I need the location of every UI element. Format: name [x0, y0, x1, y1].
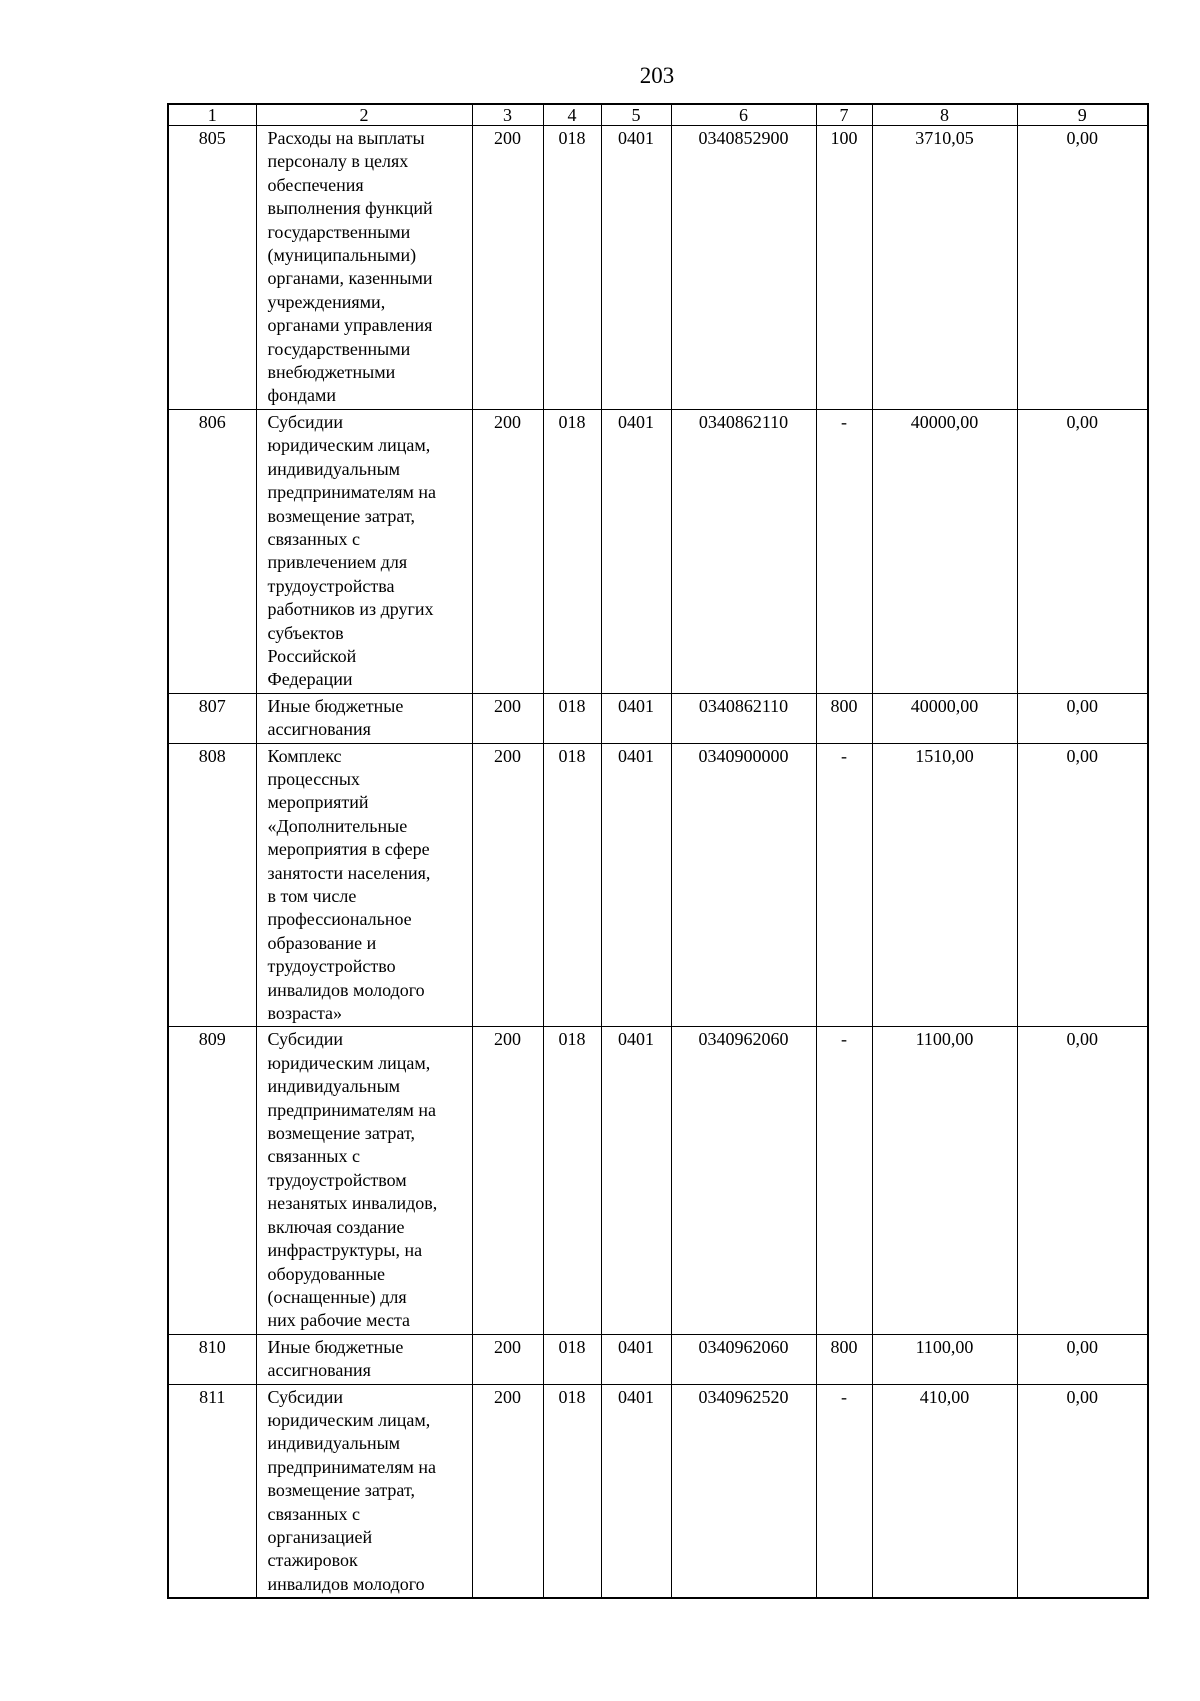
cell-col6: 0340962060 [671, 1027, 816, 1334]
row-code: 807 [168, 693, 256, 743]
cell-col8: 3710,05 [872, 126, 1017, 410]
row-code: 805 [168, 126, 256, 410]
cell-col6: 0340852900 [671, 126, 816, 410]
column-header-6: 6 [671, 104, 816, 126]
cell-col9: 0,00 [1017, 1334, 1148, 1384]
table-row [168, 693, 1148, 743]
cell-col3: 200 [472, 409, 543, 693]
column-header-2: 2 [256, 104, 472, 126]
cell-col5: 0401 [601, 126, 671, 410]
row-description: Иные бюджетные ассигнования [256, 693, 472, 743]
cell-col7: 800 [816, 1334, 872, 1384]
row-description: Комплекс процессных мероприятий «Дополнительные мероприятия в сфере занятости населения, в том числе профессиональное образование и трудоустройство инвалидов молодого возраста» [256, 743, 472, 1027]
table-row [168, 1334, 1148, 1384]
cell-col6: 0340862110 [671, 693, 816, 743]
column-header-9: 9 [1017, 104, 1148, 126]
cell-col3: 200 [472, 126, 543, 410]
cell-col6: 0340962520 [671, 1384, 816, 1598]
row-description: Расходы на выплаты персоналу в целях обеспечения выполнения функций государственными (муниципальными) органами, казенными учреждениями, органами управления государственными внебюджетными фондами [256, 126, 472, 410]
budget-table [167, 103, 1149, 1599]
row-code: 808 [168, 743, 256, 1027]
column-header-4: 4 [543, 104, 601, 126]
cell-col8: 40000,00 [872, 693, 1017, 743]
cell-col4: 018 [543, 743, 601, 1027]
header-row [168, 104, 1148, 126]
page-number: 203 [639, 63, 675, 88]
cell-col7: - [816, 409, 872, 693]
table-row [168, 1027, 1148, 1334]
cell-col3: 200 [472, 1334, 543, 1384]
cell-col7: - [816, 743, 872, 1027]
cell-col5: 0401 [601, 409, 671, 693]
column-header-5: 5 [601, 104, 671, 126]
row-code: 809 [168, 1027, 256, 1334]
cell-col8: 1100,00 [872, 1334, 1017, 1384]
cell-col9: 0,00 [1017, 409, 1148, 693]
cell-col3: 200 [472, 743, 543, 1027]
table-row [168, 743, 1148, 1027]
cell-col4: 018 [543, 1334, 601, 1384]
row-description: Иные бюджетные ассигнования [256, 1334, 472, 1384]
cell-col8: 410,00 [872, 1384, 1017, 1598]
cell-col9: 0,00 [1017, 743, 1148, 1027]
cell-col8: 40000,00 [872, 409, 1017, 693]
row-code: 806 [168, 409, 256, 693]
cell-col5: 0401 [601, 1384, 671, 1598]
cell-col5: 0401 [601, 1334, 671, 1384]
cell-col4: 018 [543, 126, 601, 410]
cell-col4: 018 [543, 1027, 601, 1334]
column-header-1: 1 [168, 104, 256, 126]
cell-col3: 200 [472, 1384, 543, 1598]
cell-col7: - [816, 1027, 872, 1334]
cell-col5: 0401 [601, 1027, 671, 1334]
cell-col5: 0401 [601, 693, 671, 743]
table-row [168, 1384, 1148, 1598]
cell-col6: 0340962060 [671, 1334, 816, 1384]
column-header-8: 8 [872, 104, 1017, 126]
cell-col4: 018 [543, 1384, 601, 1598]
cell-col6: 0340900000 [671, 743, 816, 1027]
table-row [168, 126, 1148, 410]
row-description: Субсидии юридическим лицам, индивидуальным предпринимателям на возмещение затрат, связанных с привлечением для трудоустройства работников из других субъектов Российской Федерации [256, 409, 472, 693]
cell-col7: 100 [816, 126, 872, 410]
cell-col3: 200 [472, 1027, 543, 1334]
cell-col5: 0401 [601, 743, 671, 1027]
column-header-3: 3 [472, 104, 543, 126]
cell-col3: 200 [472, 693, 543, 743]
cell-col4: 018 [543, 409, 601, 693]
cell-col8: 1510,00 [872, 743, 1017, 1027]
row-code: 811 [168, 1384, 256, 1598]
row-description: Субсидии юридическим лицам, индивидуальным предпринимателям на возмещение затрат, связанных с организацией стажировок инвалидов молодого [256, 1384, 472, 1598]
cell-col9: 0,00 [1017, 126, 1148, 410]
row-description: Субсидии юридическим лицам, индивидуальным предпринимателям на возмещение затрат, связанных с трудоустройством незанятых инвалидов, включая создание инфраструктуры, на оборудованные (оснащенные) для них рабочие места [256, 1027, 472, 1334]
cell-col8: 1100,00 [872, 1027, 1017, 1334]
row-code: 810 [168, 1334, 256, 1384]
cell-col9: 0,00 [1017, 1384, 1148, 1598]
cell-col4: 018 [543, 693, 601, 743]
cell-col9: 0,00 [1017, 1027, 1148, 1334]
column-header-7: 7 [816, 104, 872, 126]
table-row [168, 409, 1148, 693]
cell-col6: 0340862110 [671, 409, 816, 693]
cell-col7: - [816, 1384, 872, 1598]
cell-col7: 800 [816, 693, 872, 743]
cell-col9: 0,00 [1017, 693, 1148, 743]
